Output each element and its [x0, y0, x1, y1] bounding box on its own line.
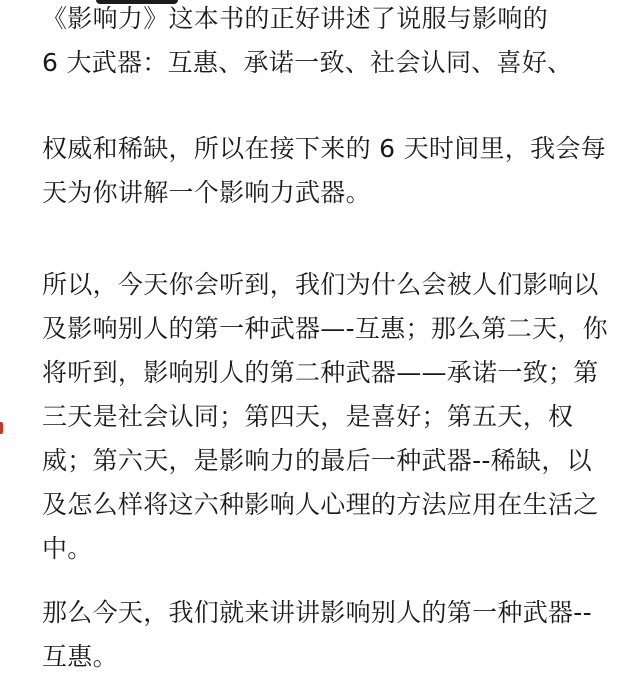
text-line: 及怎么样将这六种影响人心理的方法应用在生活之 — [42, 490, 599, 519]
text-line: 6 大武器：互惠、承诺一致、社会认同、喜好、 — [42, 48, 573, 77]
text-line: 权威和稀缺，所以在接下来的 6 天时间里，我会每 — [42, 134, 607, 163]
text-line: 所以，今天你会听到，我们为什么会被人们影响以 — [42, 270, 599, 299]
text-line: 将听到，影响别人的第二种武器——承诺一致；第 — [42, 358, 599, 387]
text-line: 《影响力》这本书的正好讲述了说服与影响的 — [42, 4, 549, 33]
text-line: 那么今天，我们就来讲讲影响别人的第一种武器-- — [42, 598, 592, 627]
text-line: 及影响别人的第一种武器—-互惠；那么第二天，你 — [42, 314, 608, 343]
text-line: 三天是社会认同；第四天，是喜好；第五天，权 — [42, 402, 574, 431]
left-edge-mark — [0, 422, 3, 434]
text-line: 互惠。 — [42, 642, 118, 671]
text-line: 中。 — [42, 534, 93, 563]
text-line: 天为你讲解一个影响力武器。 — [42, 178, 371, 207]
text-line: 威；第六天，是影响力的最后一种武器--稀缺，以 — [42, 446, 592, 475]
